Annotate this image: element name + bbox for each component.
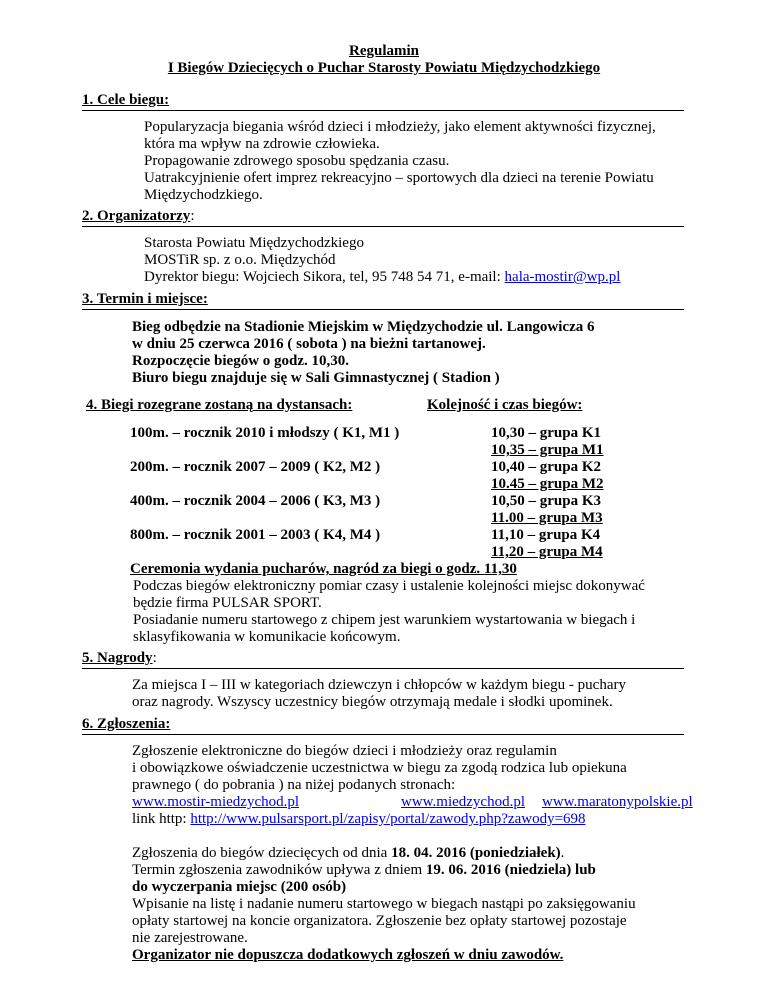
section-5-line: Za miejsca I – III w kategoriach dziewczyn i chłopców w każdym biegu - puchary: [132, 677, 626, 693]
race-distance: 100m. – rocznik 2010 i młodszy ( K1, M1 ): [130, 425, 400, 441]
ceremony-text: Ceremonia wydania pucharów, nagród za biegi o godz.: [130, 561, 484, 577]
race-time: 11,10 – grupa K4: [491, 527, 601, 543]
section-6-heading: 6. Zgłoszenia:: [82, 716, 171, 732]
section-1-line: Propagowanie zdrowego sposobu spędzania czasu.: [144, 153, 450, 169]
deadline-start-text: Zgłoszenia do biegów dziecięcych od dnia: [132, 845, 392, 861]
link-prefix: link http:: [132, 811, 191, 827]
section-3-line: Rozpoczęcie biegów o godz. 10,30.: [132, 353, 350, 369]
section-1-heading: 1. Cele biegu:: [82, 92, 170, 108]
section-2-rule: [82, 226, 684, 227]
section-3-line: Bieg odbędzie na Stadionie Miejskim w Międzychodzie ul. Langowicza 6: [132, 319, 595, 335]
section-1-line: Międzychodzkiego.: [144, 187, 263, 203]
deadline-end-date: 19. 06. 2016 (niedziela) lub: [425, 862, 596, 878]
section-6-line: opłaty startowej na koncie organizatora. Zgłoszenie bez opłaty startowej pozostaje: [132, 913, 627, 929]
deadline-start-line: [132, 845, 564, 862]
section-3-heading: 3. Termin i miejsce:: [82, 291, 208, 307]
deadline-start-end: .: [560, 845, 565, 861]
section-4-heading-text: 4. Biegi rozegrane zostaną na dystansach:: [86, 397, 353, 413]
race-distance: 400m. – rocznik 2004 – 2006 ( K3, M3 ): [130, 493, 381, 509]
pulsar-link-line: [132, 811, 586, 828]
link-miedzychod[interactable]: www.miedzychod.pl: [401, 794, 525, 810]
section-1-line: Uatrakcyjnienie ofert imprez rekreacyjno – sportowych dla dzieci na terenie Powiatu: [144, 170, 654, 186]
section-4-line: Podczas biegów elektroniczny pomiar czasy i ustalenie kolejności miejsc dokonywać: [133, 578, 645, 594]
link-mostir[interactable]: www.mostir-miedzychod.pl: [132, 794, 300, 810]
race-time: 10,50 – grupa K3: [491, 493, 602, 509]
section-4-heading: [86, 397, 394, 414]
link-pulsarsport[interactable]: http://www.pulsarsport.pl/zapisy/portal/zawody.php?zawody=698: [190, 811, 586, 827]
section-3-line: w dniu 25 czerwca 2016 ( sobota ) na bieżni tartanowej.: [132, 336, 486, 352]
section-3-rule: [82, 309, 684, 310]
section-5-heading: [82, 650, 157, 667]
race-distance: 200m. – rocznik 2007 – 2009 ( K2, M2 ): [130, 459, 381, 475]
final-note: Organizator nie dopuszcza dodatkowych zgłoszeń w dniu zawodów.: [132, 947, 564, 963]
section-2-heading: [82, 208, 194, 225]
race-time: 11,20 – grupa M4: [491, 544, 603, 560]
deadline-start-date: 18. 04. 2016 (poniedziałek): [391, 845, 561, 861]
section-3-line: Biuro biegu znajduje się w Sali Gimnastycznej ( Stadion ): [132, 370, 500, 386]
director-line: [144, 269, 620, 286]
organizer-line: Starosta Powiatu Międzychodzkiego: [144, 235, 364, 251]
section-6-line: prawnego ( do pobrania ) na niżej podanych stronach:: [132, 777, 456, 793]
section-2-heading-colon: :: [190, 208, 195, 224]
race-time: 11.00 – grupa M3: [491, 510, 603, 526]
link-maratonypolskie[interactable]: www.maratonypolskie.pl: [542, 794, 693, 810]
section-5-heading-text: 5. Nagrody: [82, 650, 153, 666]
email-link[interactable]: hala-mostir@wp.pl: [504, 269, 621, 285]
section-5-line: oraz nagrody. Wszyscy uczestnicy biegów otrzymają medale i słodki upominek.: [132, 694, 613, 710]
section-1-rule: [82, 110, 684, 111]
race-time: 10,40 – grupa K2: [491, 459, 602, 475]
section-6-line: Zgłoszenie elektroniczne do biegów dzieci i młodzieży oraz regulamin: [132, 743, 557, 759]
deadline-end-line: [132, 862, 596, 879]
race-time: 10.45 – grupa M2: [491, 476, 604, 492]
race-time: 10,30 – grupa K1: [491, 425, 602, 441]
section-6-line: i obowiązkowe oświadczenie uczestnictwa w biegu za zgodą rodzica lub opiekuna: [132, 760, 627, 776]
section-4-line: sklasyfikowania w komunikacie końcowym.: [133, 629, 401, 645]
organizer-line: MOSTiR sp. z o.o. Międzychód: [144, 252, 336, 268]
ceremony-line: [130, 561, 517, 578]
section-5-rule: [82, 668, 684, 669]
document-title: Regulamin: [348, 43, 419, 59]
section-6-line: nie zarejestrowane.: [132, 930, 248, 946]
deadline-capacity: do wyczerpania miejsc (200 osób): [132, 879, 347, 895]
race-time: 10,35 – grupa M1: [491, 442, 604, 458]
document-subtitle: I Biegów Dziecięcych o Puchar Starosty Powiatu Międzychodzkiego: [167, 60, 601, 76]
deadline-end-text: Termin zgłoszenia zawodników upływa z dniem: [132, 862, 426, 878]
section-4-line: będzie firma PULSAR SPORT.: [133, 595, 322, 611]
section-6-line: Wpisanie na listę i nadanie numeru startowego w biegach nastąpi po zaksięgowaniu: [132, 896, 636, 912]
section-1-line: Popularyzacja biegania wśród dzieci i młodzieży, jako element aktywności fizycznej,: [144, 119, 656, 135]
director-text: Dyrektor biegu: Wojciech Sikora, tel, 95 748 54 71, e-mail:: [144, 269, 505, 285]
section-6-rule: [82, 734, 684, 735]
section-2-heading-text: 2. Organizatorzy: [82, 208, 191, 224]
race-distance: 800m. – rocznik 2001 – 2003 ( K4, M4 ): [130, 527, 381, 543]
section-4-heading-right: Kolejność i czas biegów:: [427, 397, 583, 413]
section-4-line: Posiadanie numeru startowego z chipem jest warunkiem wystartowania w biegach i: [133, 612, 636, 628]
section-1-line: która ma wpływ na zdrowie człowieka.: [144, 136, 380, 152]
ceremony-time: 11,30: [483, 561, 517, 577]
section-5-heading-colon: :: [152, 650, 157, 666]
